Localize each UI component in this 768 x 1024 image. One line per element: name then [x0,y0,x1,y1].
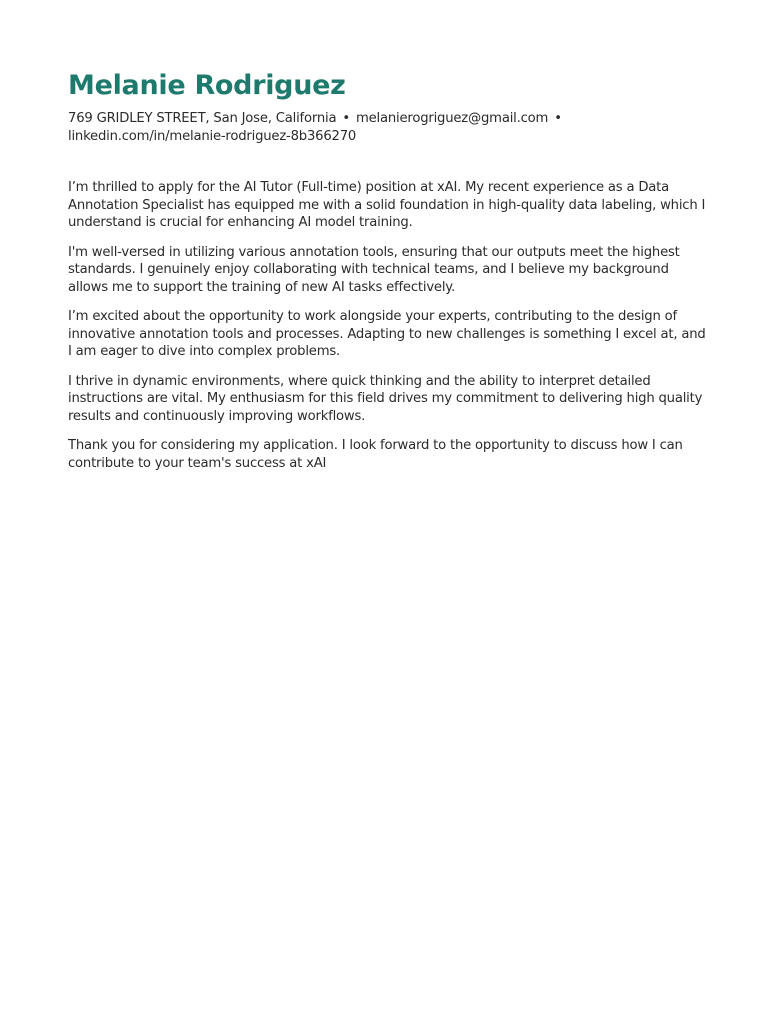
body-paragraph: I’m excited about the opportunity to work alongside your experts, contributing to the design of innovative annotation tools and processes. Adapting to new challenges is something I excel at, and I am eager to dive into complex problems. [68,309,706,359]
body-paragraph: I'm well-versed in utilizing various annotation tools, ensuring that our outputs meet the highest standards. I genuinely enjoy collaborating with technical teams, and I believe my background allows me to support the training of new AI tasks effectively. [68,244,680,295]
body-paragraph: I’m thrilled to apply for the AI Tutor (Full-time) position at xAI. My recent experience as a Data Annotation Specialist has equipped me with a solid foundation in high-quality data labeling, which I understand is crucial for enhancing AI model training. [68,180,706,230]
body-paragraph: I thrive in dynamic environments, where quick thinking and the ability to interpret detailed instructions are vital. My enthusiasm for this field drives my commitment to delivering high quality results and continuously improving workflows. [68,373,703,424]
contact-separator: • [554,111,562,126]
body-paragraph: Thank you for considering my application. I look forward to the opportunity to discuss how I can contribute to your team's success at xAI [68,438,683,471]
contact-line [68,110,708,146]
applicant-name: Melanie Rodriguez [68,70,346,101]
contact-separator: • [342,111,350,126]
letter-body [68,179,708,472]
contact-email[interactable]: melanierogriguez@gmail.com [355,111,549,126]
contact-linkedin[interactable]: linkedin.com/in/melanie-rodriguez-8b366270 [68,129,357,144]
cover-letter-page [68,68,708,484]
contact-address: 769 GRIDLEY STREET, San Jose, California [68,111,337,126]
